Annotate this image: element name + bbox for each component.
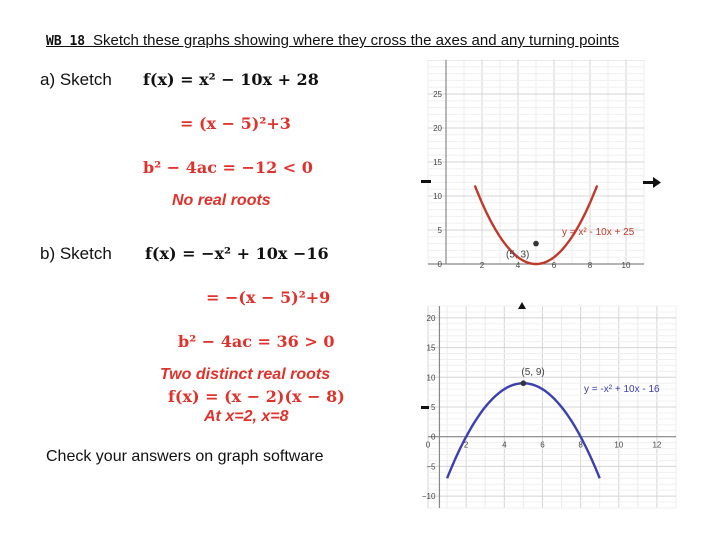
x-tick-label: 4 <box>515 261 521 270</box>
dash-mark-left-a <box>420 176 434 188</box>
graph-a <box>420 60 660 270</box>
part-b-completed-square: = −(x − 5)²+9 <box>206 288 331 307</box>
heading-text: Sketch these graphs showing where they cross the axes and any turning points <box>92 32 620 49</box>
arrow-up-icon <box>516 300 528 310</box>
y-tick-label: 5 <box>430 403 436 412</box>
y-tick-label: 0 <box>437 260 442 269</box>
x-tick-label: 8 <box>587 261 593 270</box>
x-tick-label: 12 <box>652 440 662 450</box>
x-tick-label: 8 <box>578 440 583 450</box>
y-tick-label: 25 <box>433 90 442 99</box>
x-tick-label: 6 <box>551 261 557 270</box>
graph-b <box>418 300 680 512</box>
y-tick-label: 10 <box>426 373 436 383</box>
part-a-label: a) Sketch <box>40 70 112 89</box>
x-tick-label: 2 <box>463 440 469 450</box>
check-answers-note: Check your answers on graph software <box>46 448 324 465</box>
dash-mark-left-b <box>420 403 432 413</box>
turning-point-marker <box>521 380 527 386</box>
series-legend-label: y = -x² + 10x - 16 <box>584 384 660 395</box>
y-tick-label: 0 <box>430 432 436 442</box>
y-tick-label: 15 <box>433 158 442 167</box>
part-b-label: b) Sketch <box>40 244 112 263</box>
y-tick-label: 10 <box>433 192 442 201</box>
turning-point-label: (5, 9) <box>521 367 545 379</box>
y-tick-label: 20 <box>433 124 442 133</box>
y-tick-label: 15 <box>426 343 436 353</box>
part-a-completed-square: = (x − 5)²+3 <box>180 114 291 133</box>
part-a-discriminant: b² − 4ac = −12 < 0 <box>143 158 313 177</box>
part-b-conclusion: Two distinct real roots <box>160 366 331 383</box>
series-legend-label: y = x² - 10x + 25 <box>562 227 635 238</box>
arrow-right-icon <box>642 176 662 190</box>
y-tick-label: 5 <box>437 226 442 235</box>
x-tick-label: 10 <box>614 440 624 450</box>
x-tick-label: 6 <box>540 440 545 450</box>
part-a-conclusion: No real roots <box>172 192 271 209</box>
worksheet-number: WB 18 <box>46 34 93 49</box>
part-b-function: f(x) = −x² + 10x −16 <box>145 244 329 263</box>
y-tick-label: −10 <box>421 492 436 502</box>
part-a-function: f(x) = x² − 10x + 28 <box>143 70 319 89</box>
worksheet-heading <box>46 32 619 49</box>
x-tick-label: 10 <box>621 261 631 270</box>
part-b-discriminant: b² − 4ac = 36 > 0 <box>178 332 335 351</box>
turning-point-label: (5, 3) <box>506 249 530 261</box>
y-tick-label: 20 <box>426 313 436 323</box>
x-tick-label: 0 <box>425 440 431 450</box>
part-b-roots: At x=2, x=8 <box>204 408 289 425</box>
x-tick-label: 2 <box>479 261 485 270</box>
turning-point-marker <box>533 241 539 247</box>
y-tick-label: −5 <box>426 462 436 472</box>
part-b-factorised: f(x) = (x − 2)(x − 8) <box>168 387 345 406</box>
x-tick-label: 4 <box>502 440 507 450</box>
